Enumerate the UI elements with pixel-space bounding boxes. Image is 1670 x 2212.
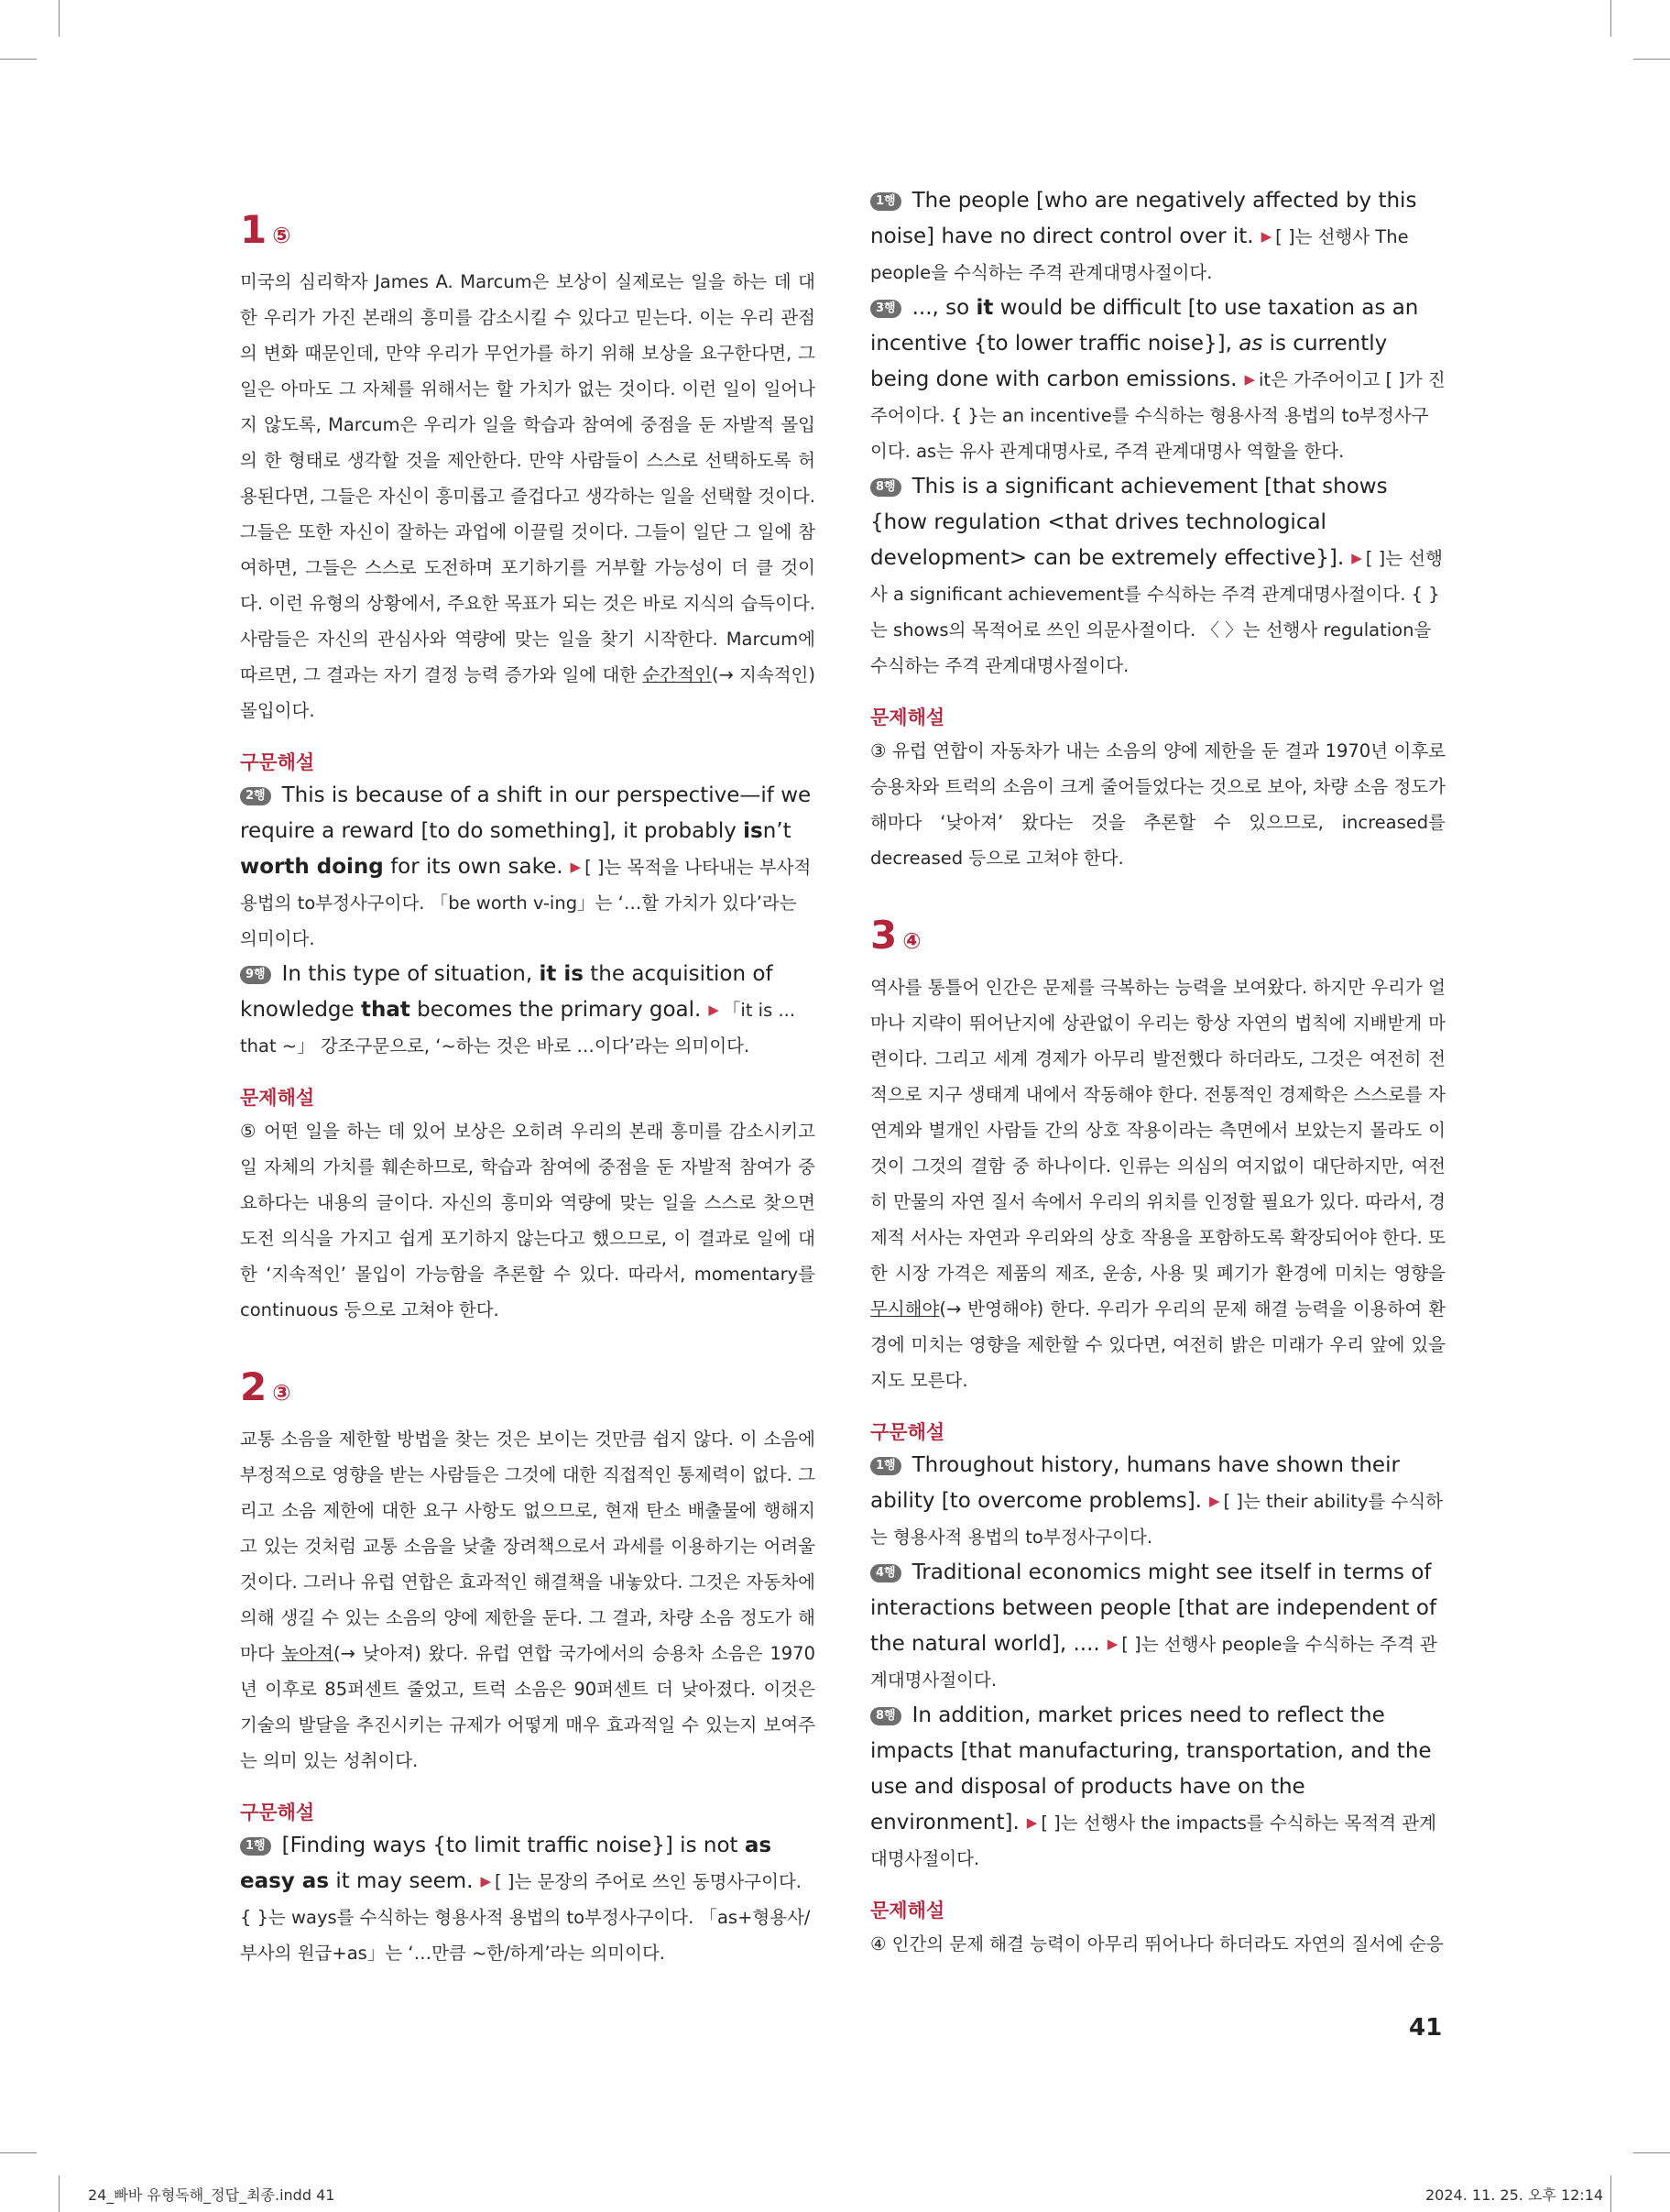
translation-paragraph: 역사를 통틀어 인간은 문제를 극복하는 능력을 보여왔다. 하지만 우리가 얼마나 지략이 뛰어난지에 상관없이 우리는 항상 자연의 법칙에 지배받게 마련이다. 그리고 세계 경제가 아무리 발전했다 하더라도, 그것은 여전히 전적으로 지구 생태계 내에서 작동해야 한다. 전통적인 경제학은 스스로를 자연계와 별개인 사람들 간의 상호 작용이라는 측면에서 보았는지 몰라도 이것이 그것의 결함 중 하나이다. 인류는 의심의 여지없이 대단하지만, 여전히 만물의 자연 질서 속에서 우리의 위치를 인정할 필요가 있다. 따라서, 경제적 서사는 자연과 우리와의 상호 작용을 포함하도록 확장되어야 한다. 또한 시장 가격은 제품의 제조, 운송, 사용 및 폐기가 환경에 미치는 영향을 무시해야(→ 반영해야) 한다. 우리가 우리의 문제 해결 능력을 이용하여 환경에 미치는 영향을 제한할 수 있다면, 여전히 밝은 미래가 우리 앞에 있을지도 모른다. [870, 977, 1446, 1391]
crop-mark [59, 2175, 60, 2212]
crop-mark [1610, 0, 1611, 37]
solution-paragraph: ⑤ 어떤 일을 하는 데 있어 보상은 오히려 우리의 본래 흥미를 감소시키고 일 자체의 가치를 훼손하므로, 학습과 참여에 중점을 둔 자발적 참여가 중요하다는 내용의 글이다. 자신의 흥미와 역량에 맞는 일을 스스로 찾으면 도전 의식을 가지고 쉽게 포기하지 않는다고 했으므로, 이 결과로 일에 대한 ‘지속적인’ 몰입이 가능함을 추론할 수 있다. 따라서, momentary를 continuous 등으로 고쳐야 한다. [240, 1121, 815, 1320]
syntax-item: 1행 Throughout history, humans have shown their ability [to overcome problems]. ▶ [ ]는 their ability를 수식하는 형용사적 용법의 to부정사구이다. [870, 1453, 1443, 1548]
triangle-icon: ▶ [1351, 550, 1362, 566]
translation-paragraph: 미국의 심리학자 James A. Marcum은 보상이 실제로는 일을 하는 데 대한 우리가 가진 본래의 흥미를 감소시킬 수 있다고 믿는다. 이는 우리 관점의 변화 때문인데, 만약 우리가 무언가를 하기 위해 보상을 요구한다면, 그 일은 아마도 그 자체를 위해서는 할 가치가 없는 것이다. 이런 일이 일어나지 않도록, Marcum은 우리가 일을 학습과 참여에 중점을 둔 자발적 몰입의 한 형태로 생각할 것을 제안한다. 만약 사람들이 스스로 선택하도록 허용된다면, 그들은 자신이 흥미롭고 즐겁다고 생각하는 일을 선택할 것이다. 그들은 또한 자신이 잘하는 과업에 이끌릴 것이다. 그들이 일단 그 일에 참여하면, 그들은 스스로 도전하며 포기하기를 거부할 가능성이 더 클 것이다. 이런 유형의 상황에서, 주요한 목표가 되는 것은 바로 지식의 습득이다. 사람들은 자신의 관심사와 역량에 맞는 일을 찾기 시작한다. Marcum에 따르면, 그 결과는 자기 결정 능력 증가와 일에 대한 순간적인(→ 지속적인) 몰입이다. [240, 271, 815, 721]
question-2-header [240, 1366, 815, 1408]
footer-filename: 24_빠바 유형독해_정답_최종.indd 41 [88, 2186, 335, 2204]
triangle-icon: ▶ [1026, 1814, 1038, 1831]
triangle-icon: ▶ [1107, 1636, 1119, 1652]
syntax-item: 1행 [Finding ways {to limit traffic noise}] is not as easy as it may seem. ▶ [ ]는 문장의 주어로 쓰인 동명사구이다. { }는 ways를 수식하는 형용사적 용법의 to부정사구이다. 「as+형용사/부사의 원급+as」는 ‘…만큼 ~한/하게’라는 의미이다. [240, 1834, 811, 1964]
line-badge: 1행 [240, 1837, 271, 1856]
solution-section-title: 문제해설 [870, 706, 945, 728]
syntax-section-title: 구문해설 [240, 751, 315, 773]
right-column [870, 183, 1446, 1962]
syntax-note: [ ]는 문장의 주어로 쓰인 동명사구이다. { }는 ways를 수식하는 형용사적 용법의 to부정사구이다. 「as+형용사/부사의 원급+as」는 ‘…만큼 ~한/하게’라는 의미이다. [240, 1871, 811, 1964]
crop-mark [0, 2152, 37, 2153]
syntax-note: [ ]는 선행사 a significant achievement를 수식하는 주격 관계대명사절이다. { }는 shows의 목적어로 쓰인 의문사절이다. 〈 〉는 선행사 regulation을 수식하는 주격 관계대명사절이다. [870, 548, 1443, 676]
syntax-item: 3행 ..., so it would be difficult [to use taxation as an incentive {to lower traffic noise}], as is currently being done with carbon emissions. ▶ it은 가주어이고 [ ]가 진주어이다. { }는 an incentive를 수식하는 형용사적 용법의 to부정사구이다. as는 유사 관계대명사로, 주격 관계대명사 역할을 한다. [870, 296, 1446, 462]
syntax-note: [ ]는 their ability를 수식하는 형용사적 용법의 to부정사구이다. [870, 1491, 1443, 1548]
syntax-item: 4행 Traditional economics might see itself in terms of interactions between people [that are independent of the natural world], .... ▶ [ ]는 선행사 people을 수식하는 주격 관계대명사절이다. [870, 1560, 1437, 1691]
crop-mark [1610, 2175, 1611, 2212]
crop-mark [0, 59, 37, 60]
solution-section-title: 문제해설 [240, 1087, 315, 1109]
syntax-item: 8행 This is a significant achievement [that shows {how regulation <that drives technological development> can be extremely effective}]. ▶ [ ]는 선행사 a significant achievement를 수식하는 주격 관계대명사절이다. { }는 shows의 목적어로 쓰인 의문사절이다. 〈 〉는 선행사 regulation을 수식하는 주격 관계대명사절이다. [870, 475, 1443, 676]
solution-section-title: 문제해설 [870, 1900, 945, 1922]
syntax-note: [ ]는 선행사 The people을 수식하는 주격 관계대명사절이다. [870, 226, 1409, 283]
solution-paragraph: ④ 인간의 문제 해결 능력이 아무리 뛰어나다 하더라도 자연의 질서에 순응 [870, 1933, 1444, 1955]
crop-mark [1633, 2152, 1670, 2153]
crop-mark [1633, 59, 1670, 60]
crop-mark [59, 0, 60, 37]
underlined-word: 순간적인 [642, 664, 712, 685]
line-badge: 9행 [240, 966, 271, 984]
triangle-icon: ▶ [1244, 371, 1255, 388]
syntax-section-title: 구문해설 [240, 1801, 315, 1823]
footer-datetime: 2024. 11. 25. 오후 12:14 [1425, 2186, 1604, 2204]
answer-mark: ⑤ [272, 223, 291, 248]
syntax-note: [ ]는 선행사 the impacts를 수식하는 목적격 관계대명사절이다. [870, 1812, 1436, 1869]
solution-paragraph: ③ 유럽 연합이 자동차가 내는 소음의 양에 제한을 둔 결과 1970년 이후로 승용차와 트럭의 소음이 크게 줄어들었다는 것으로 보아, 차량 소음 정도가 해마다 ‘낮아져’ 왔다는 것을 추론할 수 있으므로, increased를 decreased 등으로 고쳐야 한다. [870, 740, 1446, 869]
answer-mark: ③ [272, 1380, 291, 1406]
triangle-icon: ▶ [708, 1002, 719, 1018]
question-1-header [240, 209, 815, 251]
syntax-item: 8행 In addition, market prices need to reflect the impacts [that manufacturing, transportation, and the use and disposal of products have on the environment]. ▶ [ ]는 선행사 the impacts를 수식하는 목적격 관계대명사절이다. [870, 1703, 1436, 1869]
line-badge: 3행 [870, 300, 901, 318]
syntax-note: it은 가주어이고 [ ]가 진주어이다. { }는 an incentive를 수식하는 형용사적 용법의 to부정사구이다. as는 유사 관계대명사로, 주격 관계대명사 역할을 한다. [870, 369, 1446, 462]
line-badge: 4행 [870, 1564, 901, 1582]
line-badge: 8행 [870, 1707, 901, 1725]
underlined-word: 무시해야 [870, 1298, 940, 1320]
question-3-header [870, 914, 1446, 957]
question-number: 2 [240, 1364, 267, 1409]
line-badge: 1행 [870, 1457, 901, 1475]
triangle-icon: ▶ [1208, 1493, 1220, 1509]
syntax-item: 9행 In this type of situation, it is the acquisition of knowledge that becomes the primary goal. ▶ 「it is ... that ~」 강조구문으로, ‘~하는 것은 바로 …이다’라는 의미이다. [240, 962, 796, 1057]
syntax-note: 「it is ... that ~」 강조구문으로, ‘~하는 것은 바로 …이다’라는 의미이다. [240, 1000, 796, 1057]
question-number: 3 [870, 913, 898, 958]
syntax-note: [ ]는 선행사 people을 수식하는 주격 관계대명사절이다. [870, 1634, 1437, 1691]
syntax-note: [ ]는 목적을 나타내는 부사적 용법의 to부정사구이다. 「be worth v-ing」는 ‘…할 가치가 있다’라는 의미이다. [240, 857, 812, 949]
line-badge: 2행 [240, 787, 271, 805]
answer-mark: ④ [902, 928, 922, 954]
syntax-section-title: 구문해설 [870, 1421, 945, 1443]
page-number: 41 [1409, 2014, 1443, 2042]
translation-paragraph: 교통 소음을 제한할 방법을 찾는 것은 보이는 것만큼 쉽지 않다. 이 소음에 부정적으로 영향을 받는 사람들은 그것에 대한 직접적인 통제력이 없다. 그리고 소음 제한에 대한 요구 사항도 없으므로, 현재 탄소 배출물에 행해지고 있는 것처럼 교통 소음을 낮출 장려책으로서 과세를 이용하기는 어려울 것이다. 그러나 유럽 연합은 효과적인 해결책을 내놓았다. 그것은 자동차에 의해 생길 수 있는 소음의 양에 제한을 둔다. 그 결과, 차량 소음 정도가 해마다 높아져(→ 낮아져) 왔다. 유럽 연합 국가에서의 승용차 소음은 1970년 이후로 85퍼센트 줄었고, 트럭 소음은 90퍼센트 더 낮아졌다. 이것은 기술의 발달을 추진시키는 규제가 어떻게 매우 효과적일 수 있는지 보여주는 의미 있는 성취이다. [240, 1429, 815, 1771]
syntax-item: 2행 This is because of a shift in our perspective—if we require a reward [to do something], it probably isn’t worth doing for its own sake. ▶ [ ]는 목적을 나타내는 부사적 용법의 to부정사구이다. 「be worth v-ing」는 ‘…할 가치가 있다’라는 의미이다. [240, 783, 812, 949]
syntax-item: 1행 The people [who are negatively affected by this noise] have no direct control over it. ▶ [ ]는 선행사 The people을 수식하는 주격 관계대명사절이다. [870, 189, 1417, 283]
left-column [240, 183, 815, 1971]
triangle-icon: ▶ [480, 1873, 492, 1889]
underlined-word: 높아져 [281, 1643, 333, 1664]
triangle-icon: ▶ [570, 859, 582, 875]
line-badge: 8행 [870, 478, 901, 497]
line-badge: 1행 [870, 192, 901, 211]
triangle-icon: ▶ [1261, 228, 1272, 245]
question-number: 1 [240, 207, 267, 252]
